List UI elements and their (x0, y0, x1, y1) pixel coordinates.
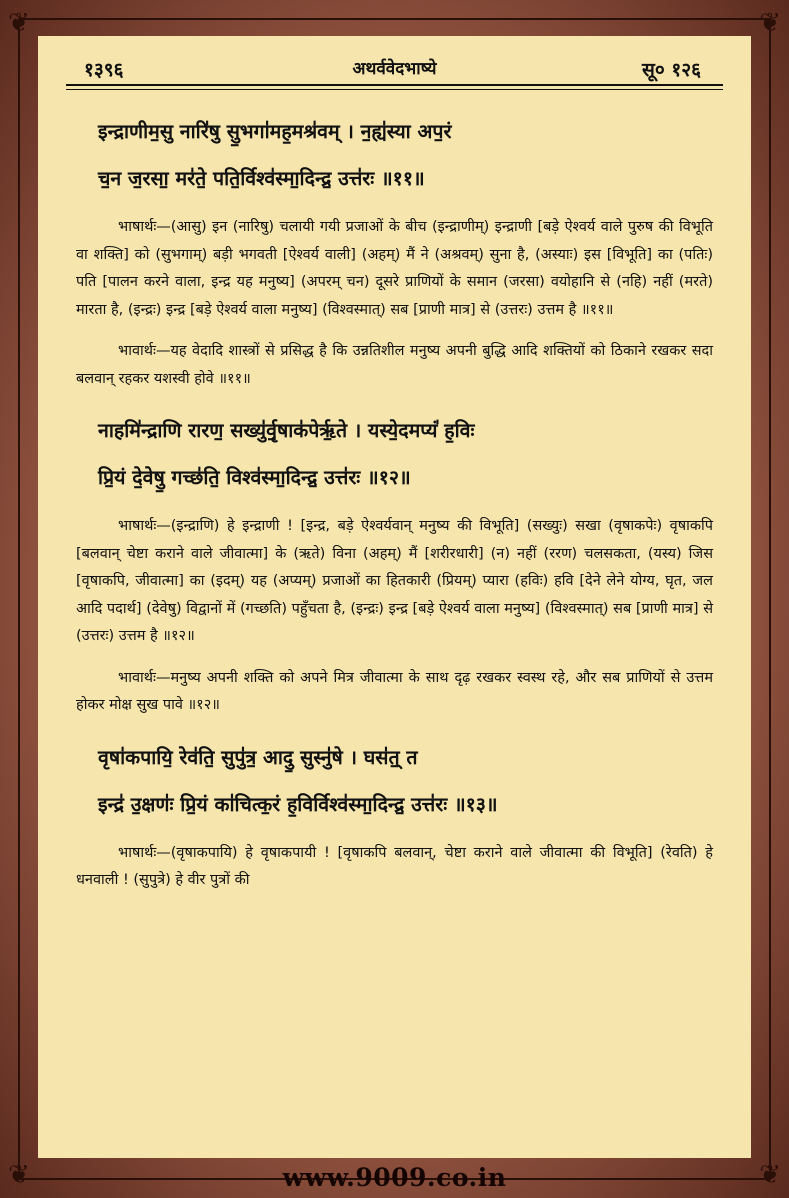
commentary-paragraph: भावार्थः—मनुष्य अपनी शक्ति को अपने मित्र जीवात्मा के साथ दृढ़ रखकर स्वस्थ रहे, और सब प्राणियों से उत्तम होकर मोक्ष सुख पावे ॥१२॥ (76, 669, 713, 713)
mantra-line: इन्द्राणीम॒सु नारि॑षु सु॒भगा॑मह॒मश्र॑वम् । न॒ह्य॑स्या अप॒रं (98, 120, 452, 143)
book-title: अथर्ववेदभाष्ये (352, 59, 437, 79)
commentary-paragraph: भाषार्थः—(इन्द्राणि) हे इन्द्राणी ! [इन्द्र, बड़े ऐश्वर्यवान् मनुष्य की विभूति] (सख्युः) सखा (वृषाकपेः) वृषाकपि [बलवान् चेष्टा कराने वाले जीवात्मा] के (ऋते) विना (अहम्) मैं [शरीरधारी] (न) नहीं (ररण) चलसकता, (यस्य) जिस [वृषाकपि, जीवात्मा] का (इदम्) यह (अप्यम्) प्रजाओं का हितकारी (प्रियम्) प्यारा (हविः) हवि [देने लेने योग्य, घृत, जल आदि पदार्थ] (देवेषु) विद्वानों में (गच्छति) पहुँचता है, (इन्द्रः) इन्द्र [बड़े ऐश्वर्य वाला मनुष्य] (विश्वस्मात्) सब [प्राणी मात्र] से (उत्तरः) उत्तम है ॥१२॥ (76, 518, 713, 644)
mantra-line: च॒न ज॒रसा॒ मर॑ते॒ पति॒र्विश्व॑स्मा॒दिन्द्र॒ उत्त॑रः ॥११॥ (98, 167, 425, 190)
mantra-line: इन्द्र॑ उ॒क्षणः॑ प्रि॒यं का॑चित्क॒रं ह॒विर्विश्व॑स्मा॒दिन्द्र॒ उत्त॑रः ॥१३॥ (98, 792, 498, 816)
corner-ornament-icon: ❦ (759, 1160, 781, 1190)
mantra-line: नाहमि॑न्द्राणि रारण॒ सख्यु॑र्वृ॒षाक॑पेर्ऋ॒ते । यस्ये॒दमप्यं॑ ह॒विः (98, 419, 475, 442)
page-content (76, 108, 713, 895)
commentary-paragraph: भावार्थः—यह वेदादि शास्त्रों से प्रसिद्ध है कि उन्नतिशील मनुष्य अपनी बुद्धि आदि शक्तियों को ठिकाने रखकर सदा बलवान् रहकर यशस्वी होवे ॥११॥ (76, 343, 713, 387)
commentary-paragraph: भाषार्थः—(वृषाकपायि) हे वृषाकपायी ! [वृषाकपि बलवान्, चेष्टा कराने वाले जीवात्मा की विभूति] (रेवति) हे धनवाली ! (सुपुत्रे) हे वीर पुत्रों की (76, 844, 713, 888)
mantra-line: वृषा॑कपायि॒ रेव॑ति॒ सुपु॑त्र॒ आदु॒ सुस्नु॑षे । घस॑त्॒ त (98, 745, 418, 769)
header-rule (66, 84, 723, 86)
sukta-reference: सू० १२६ (642, 59, 701, 81)
corner-ornament-icon: ❦ (759, 8, 781, 38)
corner-ornament-icon: ❦ (8, 1160, 30, 1190)
header-rule-thin (66, 89, 723, 90)
website-footer: www.9009.co.in (282, 1163, 507, 1192)
mantra-line: प्रि॒यं दे॒वेषु॒ गच्छ॑ति॒ विश्व॑स्मा॒दिन्द्र॒ उत्त॑रः ॥१२॥ (98, 466, 411, 489)
page-header (38, 50, 751, 82)
page-number: १३९६ (84, 59, 124, 81)
book-page (38, 36, 751, 1158)
commentary-paragraph: भाषार्थः—(आसु) इन (नारिषु) चलायी गयी प्रजाओं के बीच (इन्द्राणीम्) इन्द्राणी [बड़े ऐश्वर्य वाले पुरुष की विभूति वा शक्ति] को (सुभगाम्) बड़ी भगवती [ऐश्वर्य वाली] (अहम्) मैं ने (अश्रवम्) सुना है, (अस्याः) इस [विभूति] का (पतिः) पति [पालन करने वाला, इन्द्र यह मनुष्य] (अपरम् चन) दूसरे प्राणियों के समान (जरसा) वयोहानि से (नहि) नहीं (मरते) मारता है, (इन्द्रः) इन्द्र [बड़े ऐश्वर्य वाला मनुष्य] (विश्वस्मात्) सब [प्राणी मात्र] से (उत्तरः) उत्तम है ॥११॥ (76, 219, 713, 318)
corner-ornament-icon: ❦ (8, 8, 30, 38)
